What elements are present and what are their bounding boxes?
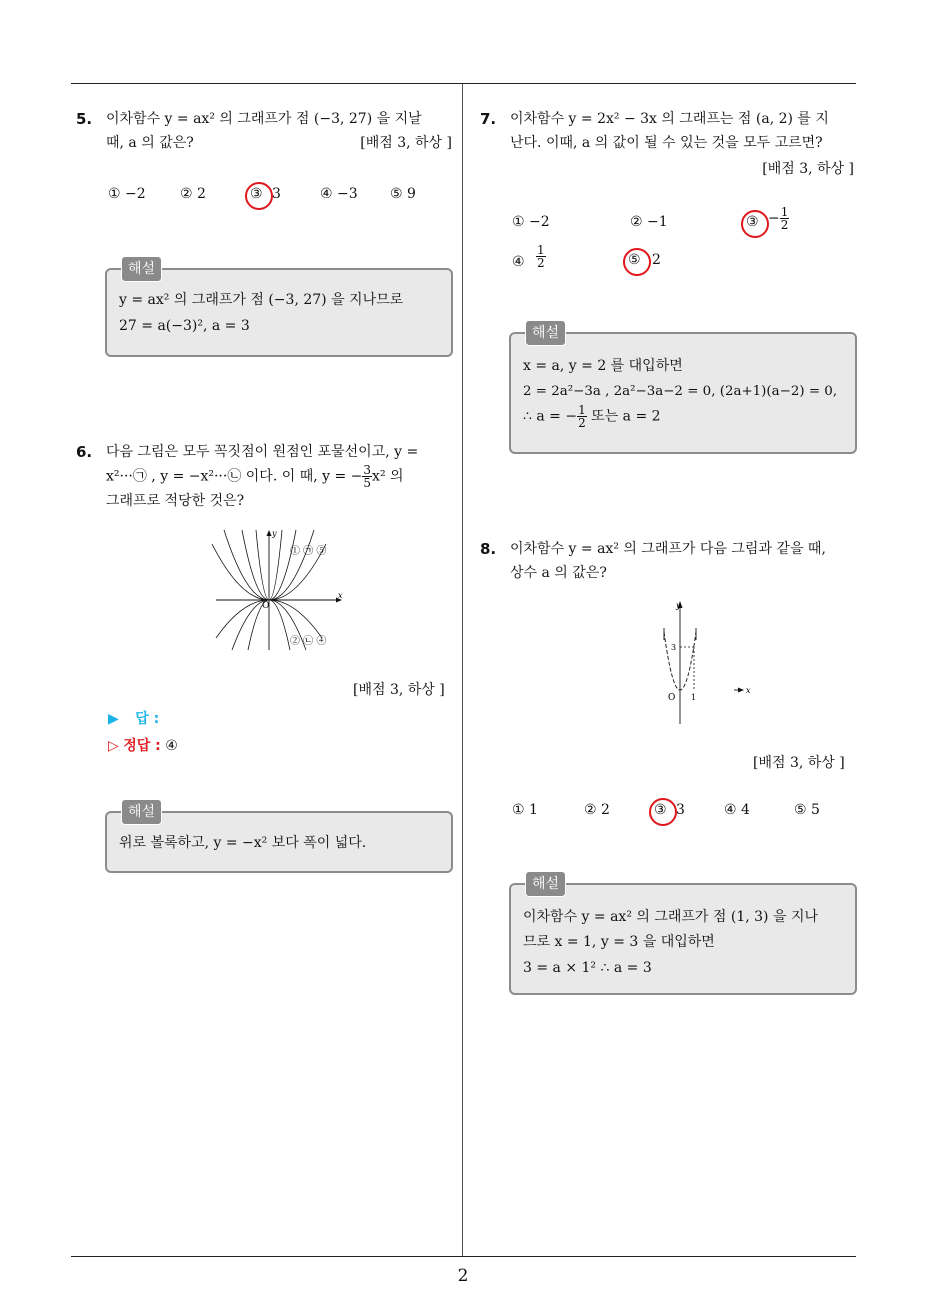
question-line-2b: x² 의 (372, 468, 404, 485)
choice-5-mark[interactable]: ⑤ (628, 252, 641, 268)
solution-box-q6 (105, 804, 453, 873)
choice-3-mark[interactable]: ③ (746, 214, 759, 230)
choice-1[interactable]: ① −2 (108, 186, 146, 202)
answer-arrow-icon: ▶ (108, 711, 119, 727)
y-tick-label: 3 (671, 643, 677, 652)
question-text (510, 107, 856, 155)
question-line-2: 때, a 의 값은? (106, 135, 194, 151)
choice-3-mark[interactable]: ③ (250, 186, 263, 202)
answer-line (108, 708, 159, 728)
question-number: 6. (76, 443, 93, 461)
question-line-3: 그래프로 적당한 것은? (106, 493, 245, 509)
solution-line-2: 므로 x = 1, y = 3 을 대입하면 (523, 934, 715, 950)
curve-labels-bottom: ② ㉡ ④ (290, 636, 327, 647)
x-axis-label: x (338, 591, 343, 600)
x-tick-label: 1 (691, 693, 697, 702)
question-text (106, 440, 454, 513)
x-axis-label: x (746, 686, 751, 695)
choice-3-value: 3 (272, 186, 281, 202)
solution-tag: 해설 (121, 799, 162, 825)
question-number: 8. (480, 540, 497, 558)
question-6 (76, 440, 454, 520)
solution-line-1: 위로 볼록하고, y = −x² 보다 폭이 넓다. (119, 835, 367, 851)
question-line-1: 이차함수 y = ax² 의 그래프가 다음 그림과 같을 때, (510, 541, 826, 557)
question-line-2: 난다. 이때, a 의 값이 될 수 있는 것을 모두 고르면? (510, 135, 823, 151)
question-line-1: 이차함수 y = 2x² − 3x 의 그래프는 점 (a, 2) 를 지 (510, 111, 829, 127)
question-5 (76, 107, 454, 167)
solution-line-2: 2 = 2a²−3a , 2a²−3a−2 = 0, (2a+1)(a−2) = 0, (523, 384, 838, 399)
choice-2[interactable]: ② 2 (180, 186, 206, 202)
choice-3-mark[interactable]: ③ (654, 802, 667, 818)
origin-label: O (668, 693, 676, 703)
choice-1[interactable]: ① −2 (512, 214, 550, 230)
solution-line-1: x = a, y = 2 를 대입하면 (523, 358, 683, 374)
fraction-half: $\frac{1}{2}$ (537, 243, 545, 270)
solution-line-3: ∴ a = − $\frac{1}{2}$ 또는 a = 2 (523, 403, 661, 430)
question-number: 7. (480, 110, 497, 128)
difficulty-label: [배점 3, 하상 ] (353, 682, 445, 698)
question-number: 5. (76, 110, 93, 128)
difficulty-label: [배점 3, 하상 ] (762, 161, 854, 177)
top-rule (71, 83, 856, 84)
choice-1[interactable]: ① 1 (512, 802, 538, 818)
difficulty-label: [배점 3, 하상 ] (360, 135, 452, 151)
question-text (510, 537, 856, 585)
fraction-three-fifths: $\frac{3}{5}$ (363, 463, 372, 490)
solution-tag: 해설 (121, 256, 162, 282)
choice-4-mark[interactable]: ④ (512, 254, 525, 270)
parabola-figure-q6 (210, 526, 350, 654)
question-line-1: 이차함수 y = ax² 의 그래프가 점 (−3, 27) 을 지날 (106, 111, 422, 127)
correct-answer-line (108, 735, 178, 755)
solution-tag: 해설 (525, 320, 566, 346)
question-line-2 (106, 464, 454, 489)
choice-2[interactable]: ② 2 (584, 802, 610, 818)
solution-box-q5 (105, 261, 453, 357)
correct-label: 정답 : (123, 738, 161, 754)
solution-line-3: 3 = a × 1² ∴ a = 3 (523, 960, 652, 976)
selected-answer-circle (741, 210, 769, 238)
choices-q5 (108, 186, 448, 208)
choice-5-value: 2 (652, 252, 661, 268)
selected-answer-circle (623, 248, 651, 276)
choice-2[interactable]: ② −1 (630, 214, 668, 230)
answer-label: 답 : (135, 711, 160, 727)
y-axis-label: y (272, 529, 277, 538)
choice-3-value: 3 (676, 802, 685, 818)
choices-q7 (512, 206, 842, 278)
question-8 (480, 537, 856, 597)
question-line-2a: x²···㉠ , y = −x²···㉡ 이다. 이 때, y = − (106, 468, 363, 485)
choice-3-value: − $\frac{1}{2}$ (768, 205, 789, 232)
page-number: 2 (457, 1266, 469, 1286)
solution-tag: 해설 (525, 871, 566, 897)
parabola-figure-q8 (650, 598, 760, 728)
bottom-rule (71, 1256, 856, 1257)
selected-answer-circle (649, 798, 677, 826)
solution-line-1: y = ax² 의 그래프가 점 (−3, 27) 을 지나므로 (119, 292, 404, 308)
curve-labels-top: ① ㉠ ⑤ (290, 546, 327, 557)
choice-5[interactable]: ⑤ 9 (390, 186, 416, 202)
correct-arrow-icon: ▷ (108, 738, 119, 754)
solution-line-1: 이차함수 y = ax² 의 그래프가 점 (1, 3) 을 지나 (523, 909, 818, 925)
question-line-1: 다음 그림은 모두 꼭짓점이 원점인 포물선이고, y = (106, 444, 419, 460)
question-line-2: 상수 a 의 값은? (510, 565, 607, 581)
fraction-half: $\frac{1}{2}$ (780, 205, 789, 232)
solution-box-q7 (509, 325, 857, 454)
solution-line-2: 27 = a(−3)², a = 3 (119, 318, 250, 334)
column-divider (462, 84, 463, 1256)
choice-4-value (536, 244, 546, 269)
choice-5[interactable]: ⑤ 5 (794, 802, 820, 818)
y-axis-label: y (676, 601, 681, 610)
selected-answer-circle (245, 182, 273, 210)
origin-label: O (262, 601, 270, 611)
question-7 (480, 107, 856, 187)
difficulty-label: [배점 3, 하상 ] (753, 755, 845, 771)
solution-box-q8 (509, 876, 857, 995)
choices-q8 (512, 802, 842, 824)
choice-4[interactable]: ④ −3 (320, 186, 358, 202)
correct-value: ④ (165, 738, 178, 754)
fraction-half: $\frac{1}{2}$ (578, 403, 586, 430)
choice-4[interactable]: ④ 4 (724, 802, 750, 818)
